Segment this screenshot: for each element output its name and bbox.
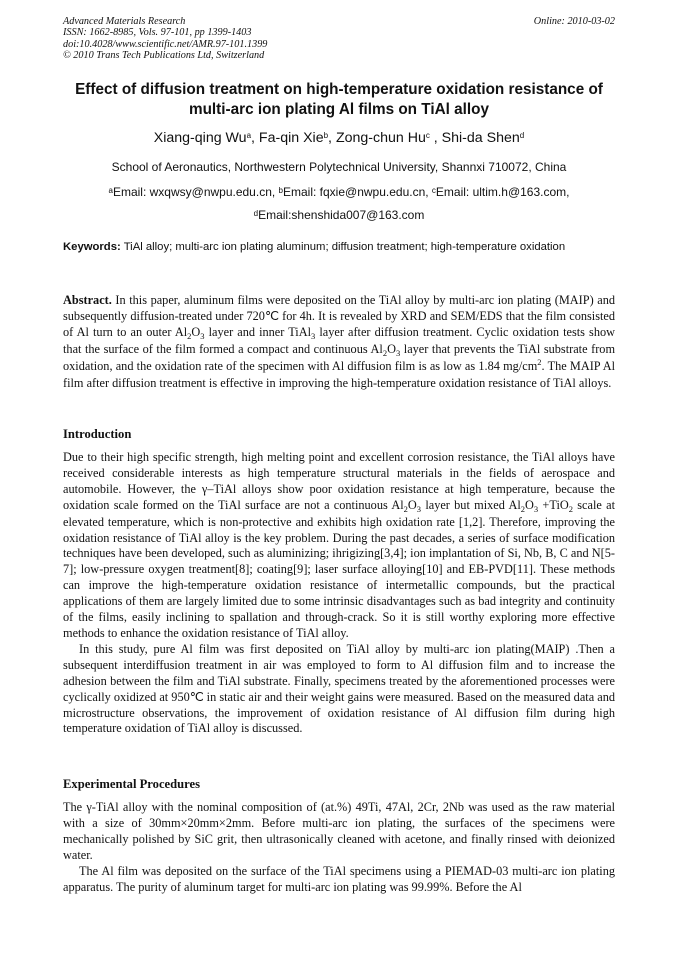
paragraph-text: scale at elevated temperature, which is non-protective and exhibits high oxidation rate [1,2]. Therefore, improving the oxidation resistance of TiAl alloy is the key problem. During the past decades, a series of surface modification techniques have been developed, such as aluminizing; ihrigizing[3,4]; ion implantation of Si, Nb, B, C and N[5-7]; low-pressure oxygen treatment[8]; coating[9]; laser surface alloying[10] and EB-PVD[11]. These methods can improve the high-temperature oxidation resistance of intermetallic compounds, but the practical applications of them are largely limited due to some intrinsic disadvantages such as bad integrity and continuity of the films, easily inclining to spallation and through-crack. So it is still worthy exploring more effective methods to enhance the oxidation resistance of TiAl alloy.: [63, 497, 615, 640]
doi-line: doi:10.4028/www.scientific.net/AMR.97-101.1399: [63, 38, 268, 50]
abstract-label: Abstract.: [63, 293, 112, 307]
subscript: 2: [403, 503, 408, 514]
paragraph: The Al film was deposited on the surface of the TiAl specimens using a PIEMAD-03 multi-arc ion plating apparatus. The purity of aluminum target for multi-arc ion plating was 99.99%. Before the Al: [63, 863, 615, 894]
subscript: 3: [200, 330, 205, 341]
paragraph-text: +TiO: [538, 497, 569, 512]
author-name: Shi-da Shen: [441, 130, 520, 146]
email-line-2: [40, 204, 638, 227]
email-mark: a: [108, 186, 113, 195]
introduction-heading: Introduction: [63, 427, 132, 441]
abstract-text: layer and inner TiAl: [204, 324, 312, 339]
subscript: 3: [311, 330, 316, 341]
email-d: Email:shenshida007@163.com: [258, 208, 425, 222]
author-name: Xiang-qing Wu: [153, 130, 247, 146]
paper-title: [50, 80, 628, 120]
paragraph-text: O: [525, 497, 534, 512]
superscript: 2: [537, 356, 542, 367]
paragraph-text: O: [407, 497, 417, 512]
author-sep: ,: [328, 130, 336, 146]
keywords: [63, 240, 615, 255]
email-line-1: [40, 181, 638, 204]
abstract-text: . The MAIP Al film after diffusion treatment is effective in improving the high-temperature oxidation resistance of TiAl alloys.: [63, 358, 615, 390]
email-list: [40, 181, 638, 227]
abstract-text: layer that prevents the TiAl substrate from oxidation, and the oxidation rate of the specimen with Al diffusion film is as low as 1.84 mg/cm: [63, 341, 616, 373]
experimental-heading: Experimental Procedures: [63, 777, 200, 791]
paragraph: [63, 450, 615, 642]
title-line-1: Effect of diffusion treatment on high-temperature oxidation resistance of: [75, 81, 603, 98]
author-mark: c: [425, 131, 430, 140]
issn-line: ISSN: 1662-8985, Vols. 97-101, pp 1399-1403: [63, 27, 252, 39]
email-mark: d: [253, 209, 259, 218]
experimental-body: [63, 800, 615, 895]
abstract-text: O: [191, 324, 201, 339]
subscript: 3: [533, 503, 539, 514]
author-name: Zong-chun Hu: [335, 130, 426, 146]
paragraph: In this study, pure Al film was first deposited on TiAl alloy by multi-arc ion plating(MAIP) .Then a subsequent interdiffusion treatment in air was employed to form to Al diffusion film and to increase the adhesion between the film and TiAl substrate. Finally, specimens treated by the aforementioned processes were cyclically oxidized at 950℃ in static air and their weight gains were measured. Based on the measured data and microstructure observations, the improvement of oxidation resistance of Al diffusion film during high temperature oxidation of TiAl alloy is discussed.: [63, 641, 615, 736]
author-sep: ,: [429, 130, 442, 146]
subscript: 2: [568, 503, 573, 514]
email-mark: c: [431, 186, 436, 195]
keywords-label: Keywords:: [63, 241, 121, 253]
abstract: [63, 293, 615, 391]
paragraph-text: Due to their high specific strength, high melting point and excellent corrosion resistance, the TiAl alloys have received considerable interests as high temperature structural materials in the fields of aerospace and automobile. However, the γ–TiAl alloys show poor oxidation resistance at high temperature, because the oxidation scale formed on the TiAl surface are not a continuous Al: [63, 450, 615, 512]
title-line-2: multi-arc ion plating Al films on TiAl alloy: [188, 101, 489, 118]
author-mark: a: [246, 131, 252, 140]
email-b: Email: fqxie@nwpu.edu.cn,: [283, 185, 432, 199]
online-date: Online: 2010-03-02: [533, 16, 615, 27]
author-mark: d: [519, 131, 525, 140]
copyright-line: © 2010 Trans Tech Publications Ltd, Switzerland: [63, 50, 265, 62]
journal-header: [63, 16, 267, 62]
paragraph: The γ-TiAl alloy with the nominal composition of (at.%) 49Ti, 47Al, 2Cr, 2Nb was used as the raw material with a size of 30mm×20mm×2mm. Before multi-arc ion plating, the surfaces of the specimens were mechanically polished by SiC grit, then ultrasonically cleaned with acetone, and finally rinsed with deionized water.: [63, 800, 615, 862]
introduction-body: [63, 450, 615, 737]
affiliation: School of Aeronautics, Northwestern Polytechnical University, Shannxi 710072, China: [111, 160, 567, 174]
paragraph-text: layer but mixed Al: [421, 497, 521, 512]
email-c: Email: ultim.h@163.com,: [435, 185, 570, 199]
subscript: 2: [187, 330, 192, 341]
email-mark: b: [278, 186, 283, 195]
author-name: Fa-qin Xie: [258, 130, 324, 146]
email-a: Email: wxqwsy@nwpu.edu.cn,: [112, 185, 279, 199]
subscript: 3: [395, 347, 401, 358]
subscript: 3: [416, 503, 422, 514]
author-list: [40, 129, 638, 147]
abstract-text: layer after diffusion treatment. Cyclic oxidation tests show that the surface of the film formed a compact and continuous Al: [63, 324, 615, 356]
author-sep: ,: [251, 130, 259, 146]
abstract-text: In this paper, aluminum films were deposited on the TiAl alloy by multi-arc ion plating (MAIP) and subsequently diffusion-treated under 720℃ for 4h. It is revealed by XRD and SEM/EDS that the film consisted of Al turn to an outer Al: [63, 293, 615, 339]
keywords-text: TiAl alloy; multi-arc ion plating aluminum; diffusion treatment; high-temperature oxidation: [120, 241, 566, 253]
subscript: 2: [520, 503, 526, 514]
subscript: 2: [382, 347, 388, 358]
author-mark: b: [323, 131, 329, 140]
abstract-text: O: [387, 341, 396, 356]
journal-name: Advanced Materials Research: [63, 16, 186, 27]
